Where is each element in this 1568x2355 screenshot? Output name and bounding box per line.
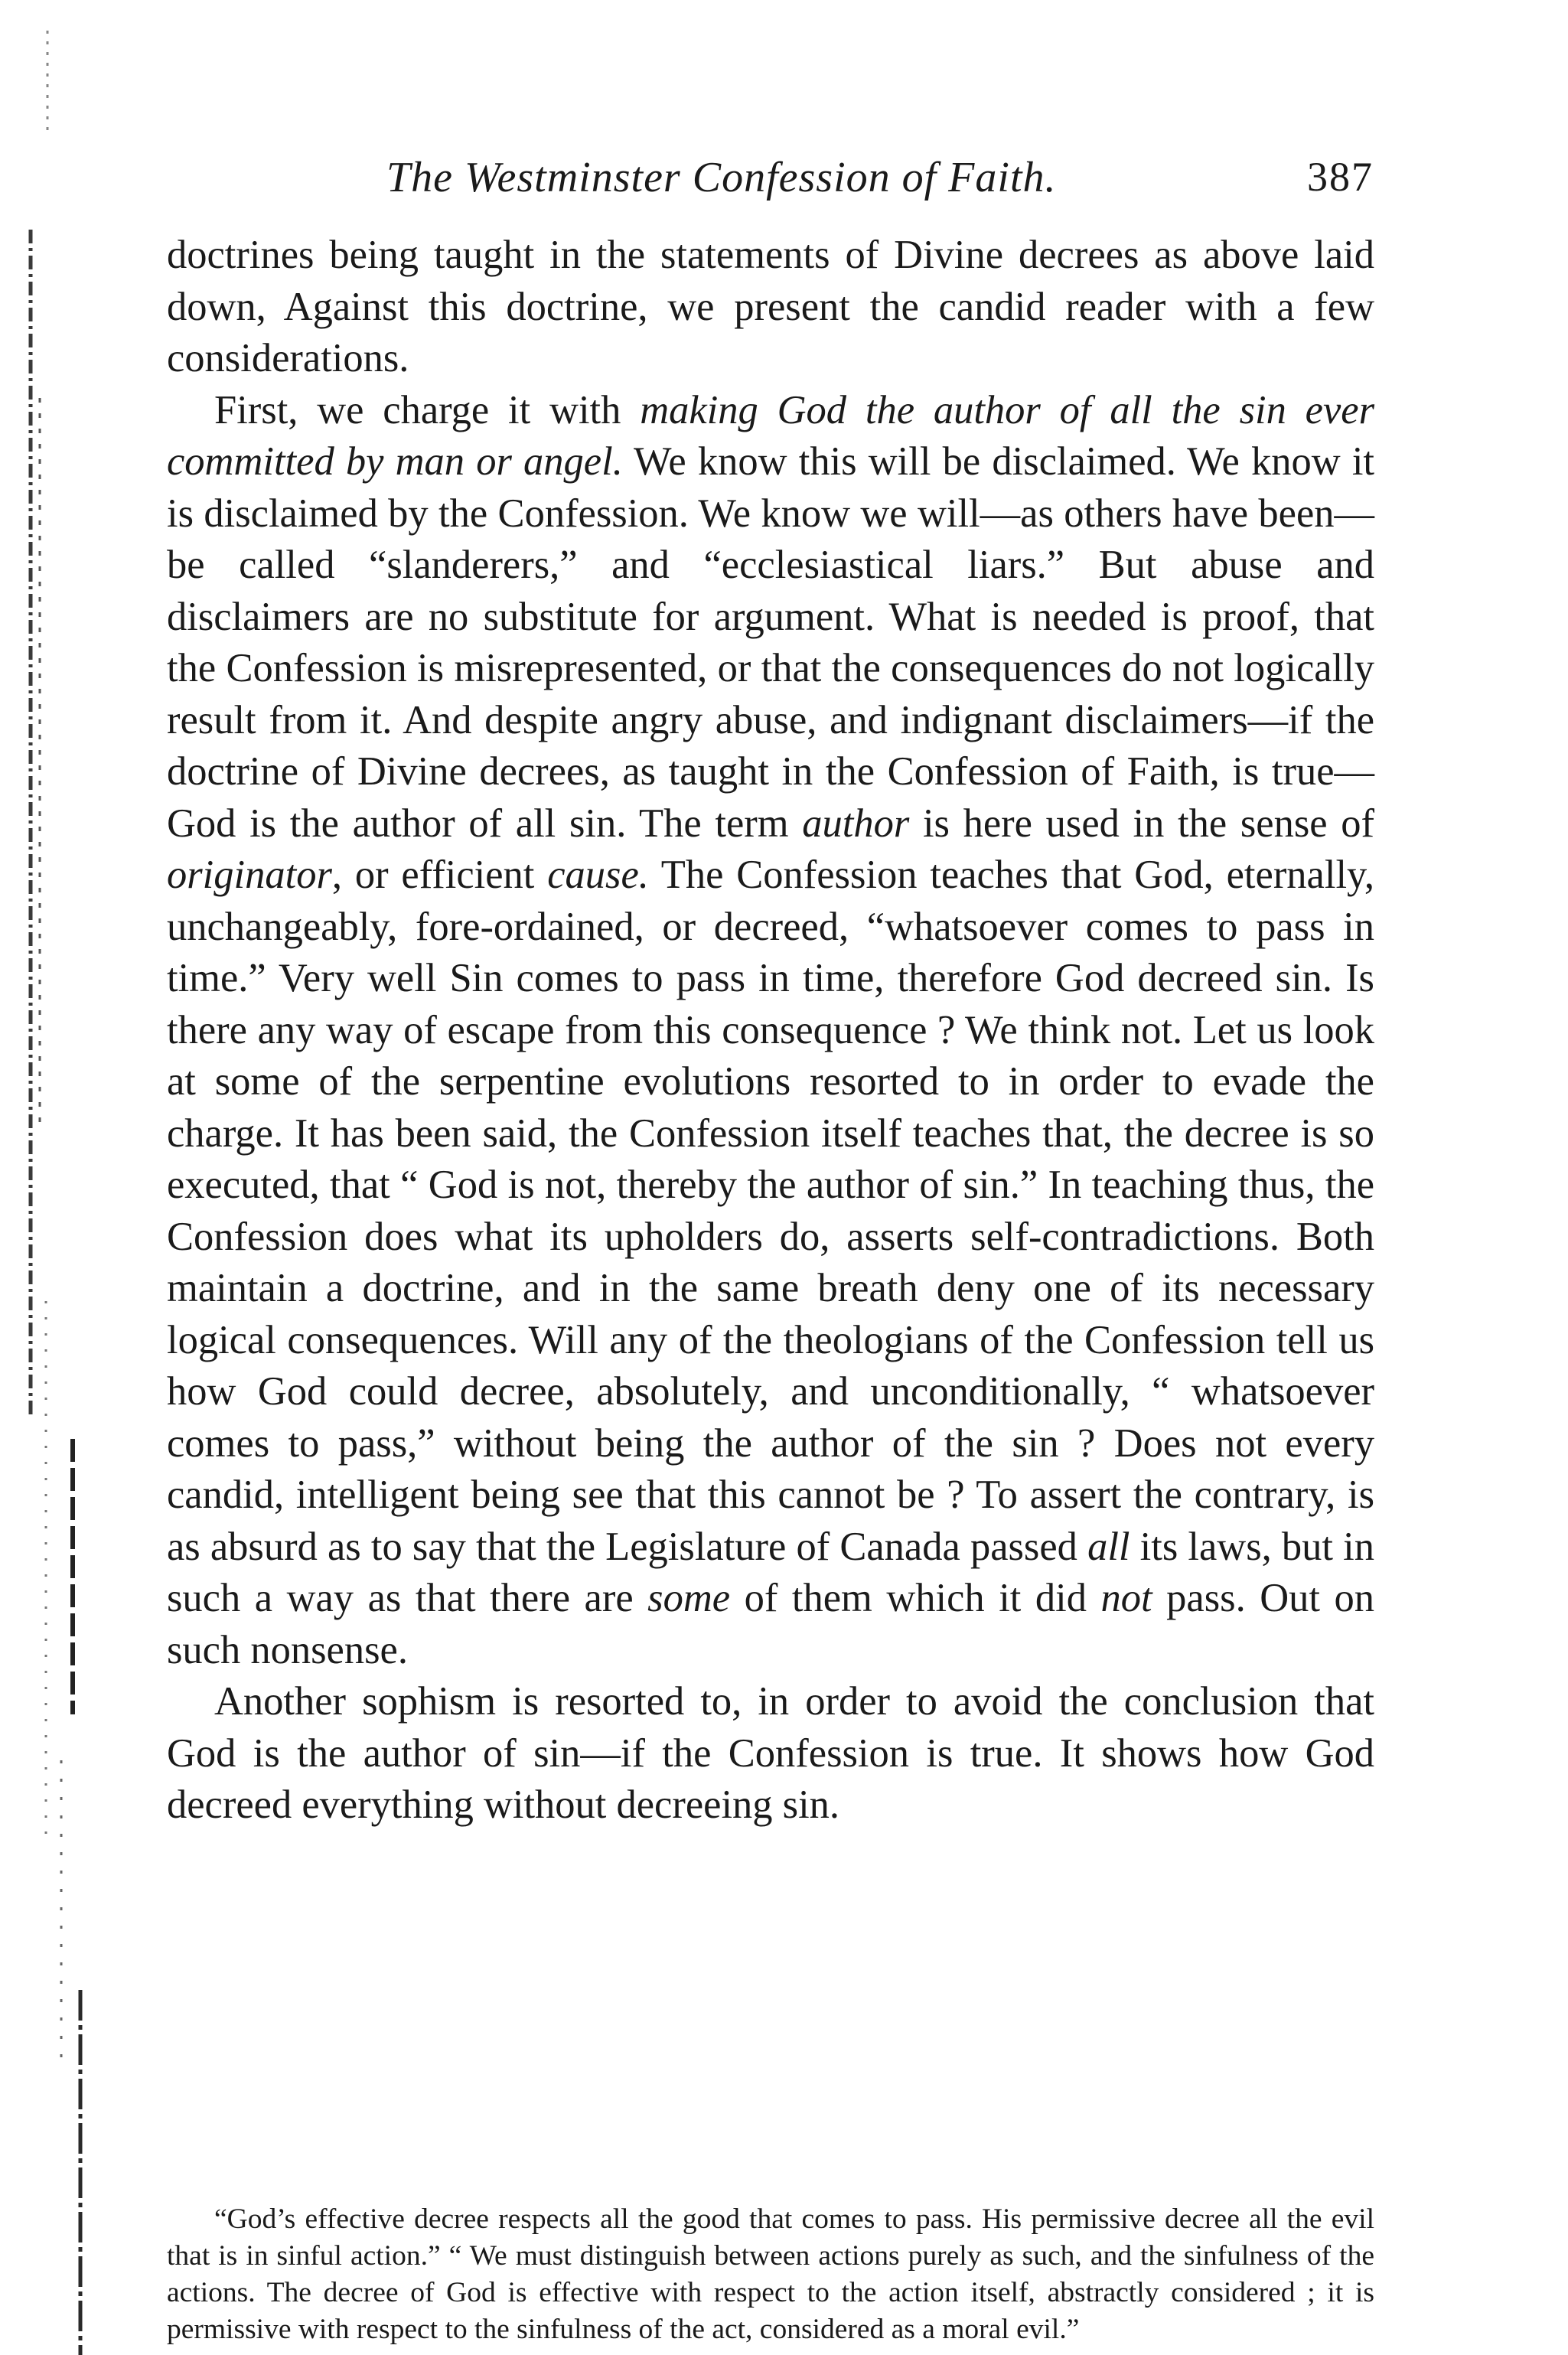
running-head: The Westminster Confession of Faith.	[386, 154, 1057, 201]
emphasis-text: not	[1100, 1576, 1152, 1620]
paragraph	[167, 385, 1374, 1677]
paragraph	[167, 1676, 1374, 1831]
emphasis-text: making God the author of all the sin ever committed by man or angel.	[167, 387, 1375, 484]
paragraph-text: Another sophism is resorted to, in order to avoid the conclusion that God is the author of sin—if the Confession is true. It shows how God decreed everything without decreeing sin.	[167, 1679, 1374, 1827]
block-quote: “God’s effective decree respects all the good that comes to pass. His permissive decree all the evil that is in sinful action.” “ We must distinguish between actions purely as such, and the sinfulness of the actions. The decree of God is effective with respect to the action itself, abstractly considered ; it is permissive with respect to the sinfulness of the act, considered as a moral evil.”	[167, 2203, 1374, 2345]
page-number: 387	[1307, 154, 1374, 200]
paragraph-continued	[167, 230, 1374, 385]
emphasis-text: author	[802, 801, 910, 846]
paragraph-text: First, we charge it with	[214, 387, 641, 432]
paragraph-text: , or efficient	[331, 853, 548, 897]
emphasis-text: originator	[167, 853, 332, 897]
paragraph-text: of them which it did	[730, 1576, 1101, 1620]
paragraph-text: doctrines being taught in the statements of Divine decrees as above laid down, Against this doctrine, we present the candid reader with a few considerations.	[167, 233, 1374, 380]
body-text	[167, 230, 1374, 1831]
scan-gutter-shadow	[0, 0, 99, 2355]
paragraph-text: pass. Out on such nonsense.	[167, 1576, 1374, 1672]
paragraph-text: its laws, but in such a way as that there are	[167, 1524, 1374, 1620]
emphasis-text: some	[647, 1576, 731, 1620]
paragraph-text: We know this will be disclaimed. We know it is disclaimed by the Confession. We know we will—as others have been—be called “slanderers,” and “ecclesiastical liars.” But abuse and disclaimers are no substitute for argument. What is needed is proof, that the Confession is misrepresented, or that the consequences do not logically result from it. And despite angry abuse, and indignant disclaimers—if the doctrine of Divine decrees, as taught in the Confession of Faith, is true—God is the author of all sin. The term	[167, 439, 1374, 846]
paragraph-text: The Confession teaches that God, eternally, unchangeably, fore-ordained, or decreed, “whatsoever comes to pass in time.” Very well Sin comes to pass in time, therefore God decreed sin. Is there any way of escape from this consequence ? We think not. Let us look at some of the serpentine evolutions resorted to in order to evade the charge. It has been said, the Confession itself teaches that, the decree is so executed, that “ God is not, thereby the author of sin.” In teaching thus, the Confession does what its upholders do, asserts self-contradictions. Both maintain a doctrine, and in the same breath deny one of its necessary logical consequences. Will any of the theologians of the Confession tell us how God could decree, absolutely, and unconditionally, “ whatsoever comes to pass,” without being the author of the sin ? Does not every candid, intelligent being see that this cannot be ? To assert the contrary, is as absurd as to say that the Legislature of Canada passed	[167, 853, 1374, 1569]
emphasis-text: cause.	[547, 853, 649, 897]
page-header	[386, 153, 1374, 214]
paragraph-text: is here used in the sense of	[909, 801, 1374, 846]
emphasis-text: all	[1087, 1524, 1130, 1569]
